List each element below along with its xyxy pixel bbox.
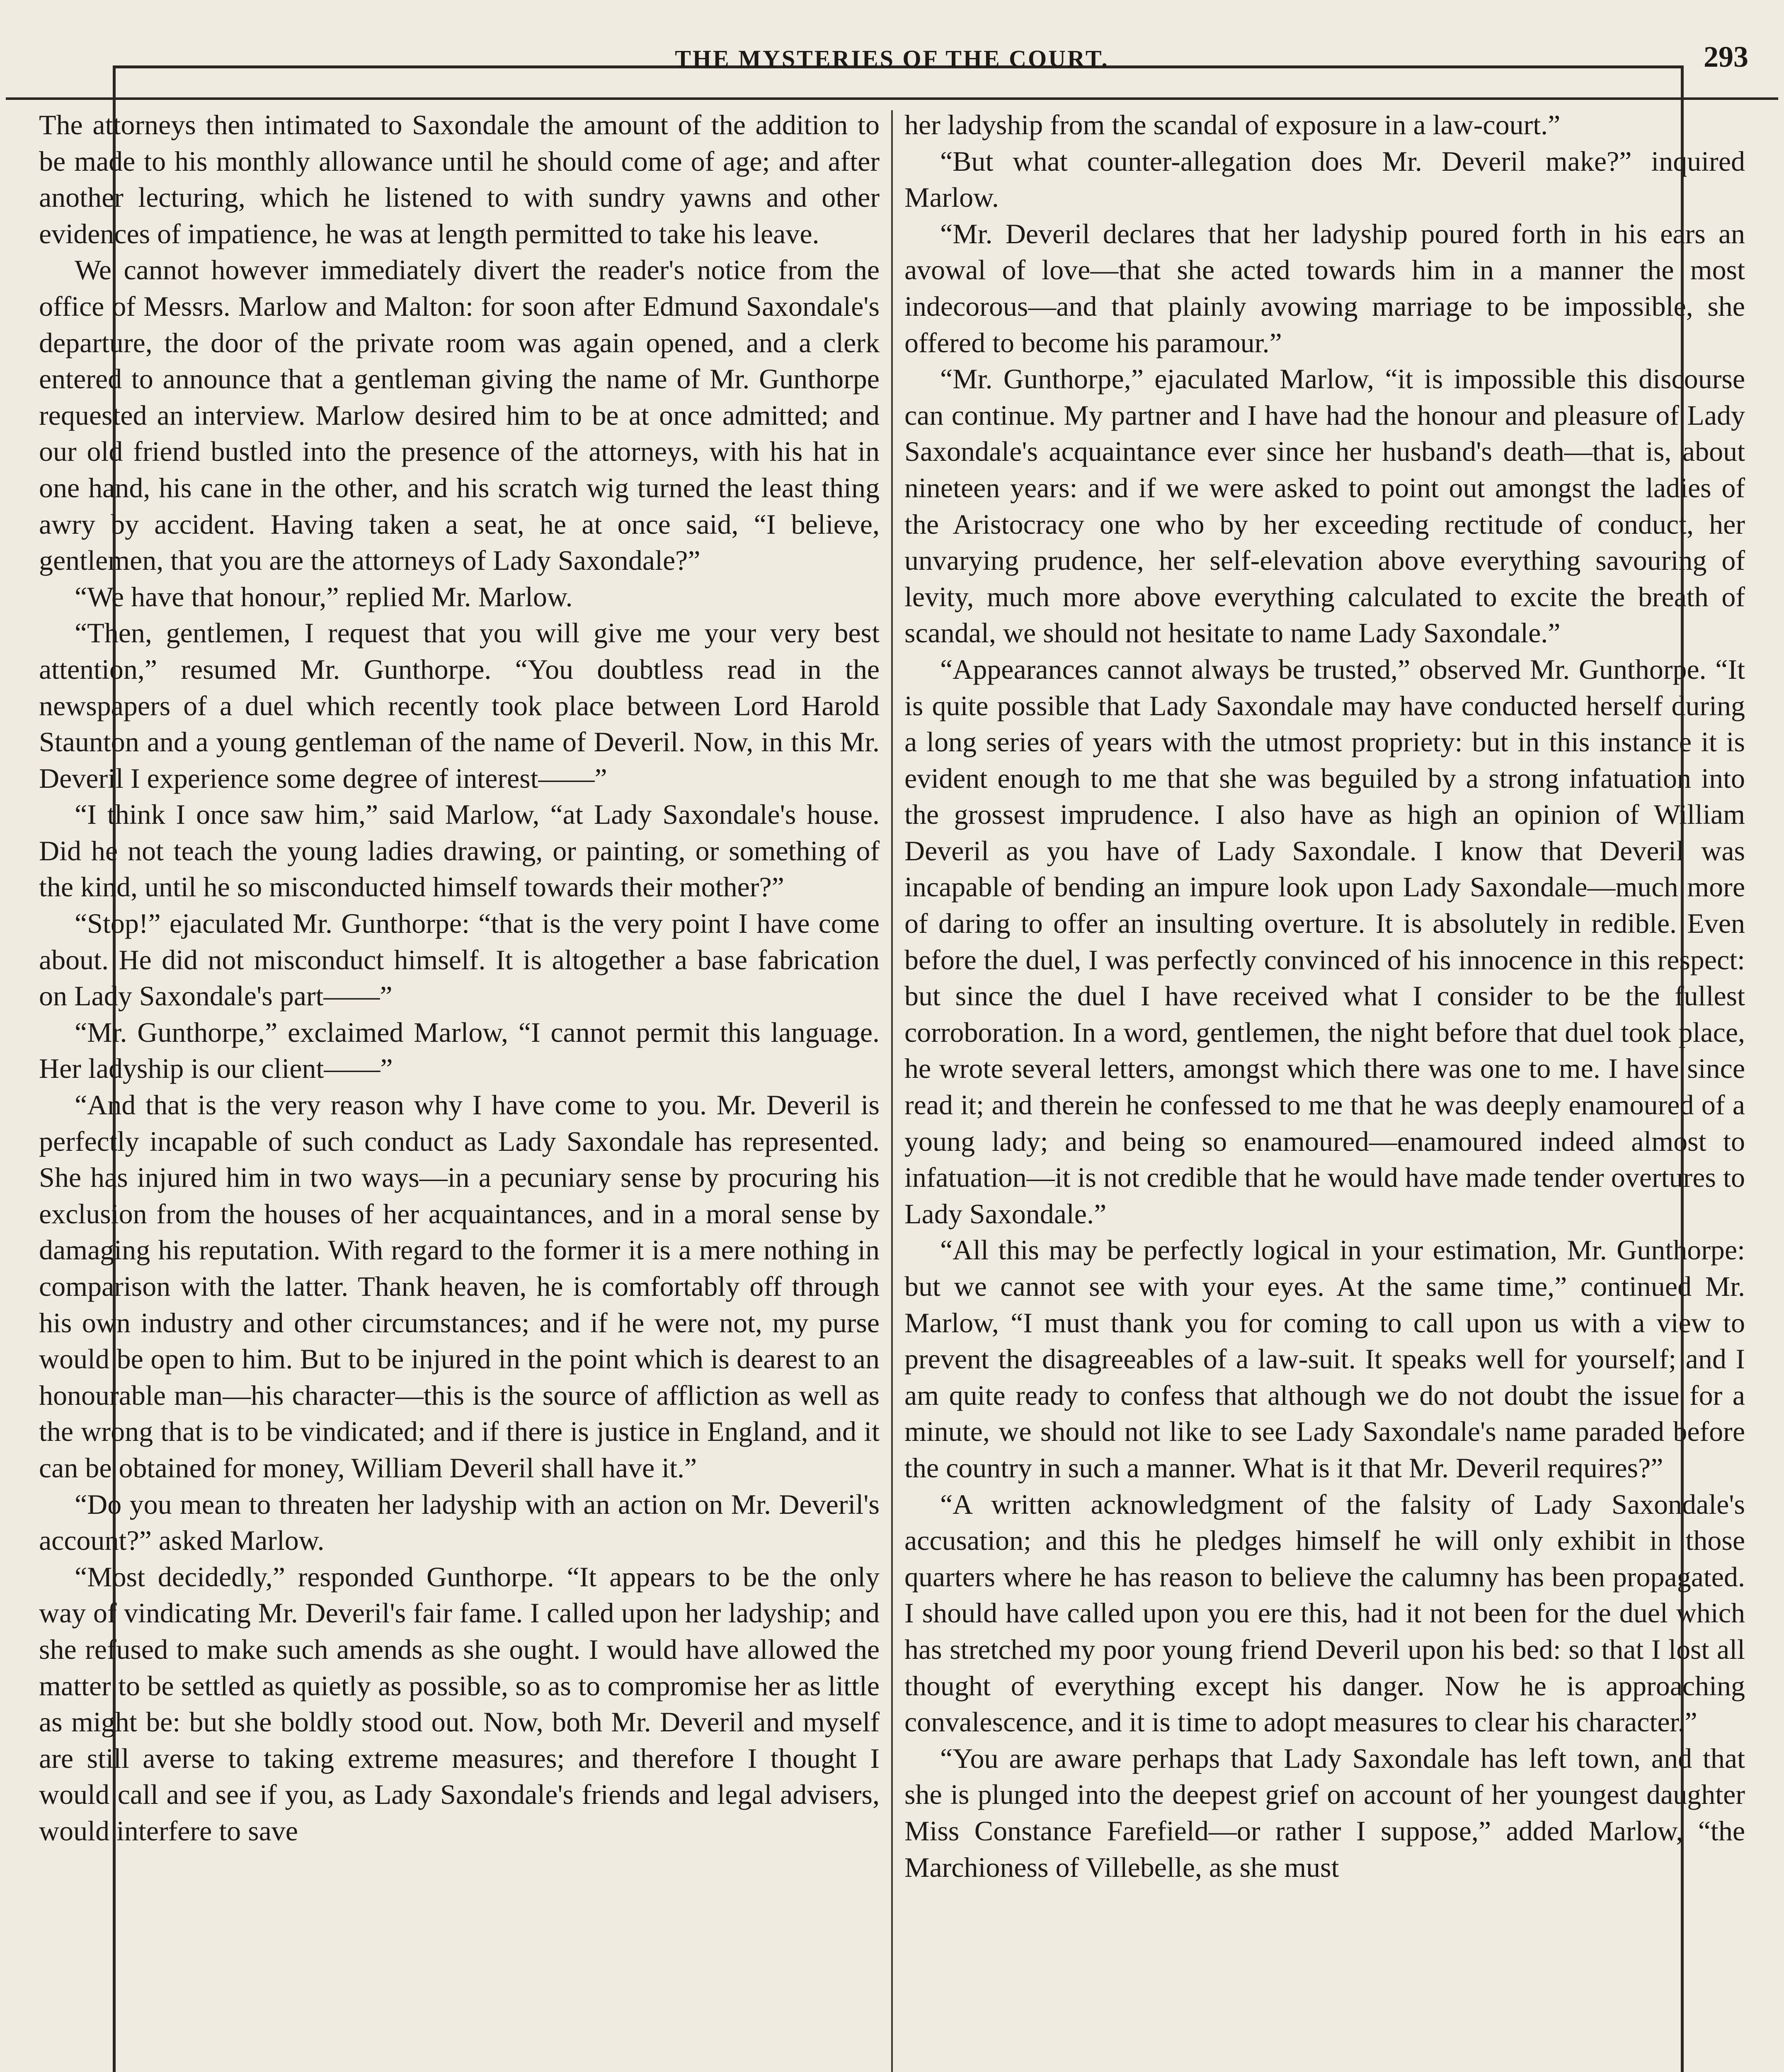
- paragraph: her ladyship from the scandal of exposure in a law-court.”: [904, 109, 1561, 140]
- paragraph: “Mr. Gunthorpe,” exclaimed Marlow, “I cannot permit this language. Her ladyship is our client——”: [39, 1016, 880, 1084]
- paragraph: “Then, gentlemen, I request that you will give me your very best attention,” resumed Mr. Gunthorpe. “You doubtless read in the newspapers of a duel which recently took place between Lord Harold Staunton and a young gentleman of the name of Deveril. Now, in this Mr. Deveril I experience some degree of interest——”: [39, 617, 880, 794]
- paragraph: “I think I once saw him,” said Marlow, “at Lady Saxondale's house. Did he not teach the young ladies drawing, or painting, or something of the kind, until he so misconducted himself towards their mother?”: [39, 799, 880, 903]
- running-title: THE MYSTERIES OF THE COURT.: [675, 45, 1109, 72]
- paragraph: “We have that honour,” replied Mr. Marlow.: [75, 581, 573, 612]
- paragraph: “Stop!” ejaculated Mr. Gunthorpe: “that is the very point I have come about. He did not misconduct himself. It is altogether a base fabrication on Lady Saxondale's part——”: [39, 908, 880, 1012]
- text-columns: [27, 107, 1757, 2072]
- page-number: 293: [1704, 40, 1748, 73]
- paragraph: “Do you mean to threaten her ladyship with an action on Mr. Deveril's account?” asked Marlow.: [39, 1488, 880, 1556]
- paragraph: “Appearances cannot always be trusted,” observed Mr. Gunthorpe. “It is quite possible that Lady Saxondale may have conducted herself during a long series of years with the utmost propriety: but in this instance it is evident enough to me that she was beguiled by a strong infatuation into the grossest imprudence. I also have as high an opinion of William Deveril as you have of Lady Saxondale. I know that Deveril was incapable of bending an impure look upon Lady Saxondale—much more of daring to offer an insulting overture. It is absolutely in redible. Even before the duel, I was perfectly convinced of his innocence in this respect: but since the duel I have received what I consider to be the fullest corroboration. In a word, gentlemen, the night before that duel took place, he wrote several letters, amongst which there was one to me. I have since read it; and therein he confessed to me that he was deeply enamoured of a young lady; and being so enamoured—enamoured indeed almost to infatuation—it is not credible that he would have made tender overtures to Lady Saxondale.”: [904, 653, 1745, 1230]
- paragraph: The attorneys then intimated to Saxondale the amount of the addition to be made to his monthly allowance until he should come of age; and after another lecturing, which he listened to with sundry yawns and other evidences of impatience, he was at length permitted to take his leave.: [39, 109, 880, 249]
- paragraph: “But what counter-allegation does Mr. Deveril make?” inquired Marlow.: [904, 145, 1745, 213]
- header-rule: [6, 97, 1778, 100]
- paragraph: “All this may be perfectly logical in your estimation, Mr. Gunthorpe: but we cannot see with your eyes. At the same time,” continued Mr. Marlow, “I must thank you for coming to call upon us with a view to prevent the disagreeables of a law-suit. It speaks well for yourself; and I am quite ready to confess that although we do not doubt the issue for a minute, we should not like to see Lady Saxondale's name paraded before the country in such a manner. What is it that Mr. Deveril requires?”: [904, 1234, 1745, 1484]
- paragraph: “Most decidedly,” responded Gunthorpe. “It appears to be the only way of vindicating Mr. Deveril's fair fame. I called upon her ladyship; and she refused to make such amends as she ought. I would have allowed the matter to be settled as quietly as possible, so as to compromise her as little as might be: but she boldly stood out. Now, both Mr. Deveril and myself are still averse to taking extreme measures; and therefore I thought I would call and see if you, as Lady Saxondale's friends and legal advisers, would interfere to save: [39, 1561, 880, 1847]
- right-column: [893, 107, 1757, 2072]
- page-header: [0, 40, 1784, 94]
- paragraph: We cannot however immediately divert the reader's notice from the office of Messrs. Marlow and Malton: for soon after Edmund Saxondale's departure, the door of the private room was again opened, and a clerk entered to announce that a gentleman giving the name of Mr. Gunthorpe requested an interview. Marlow desired him to be at once admitted; and our old friend bustled into the presence of the attorneys, with his hat in one hand, his cane in the other, and his scratch wig turned the least thing awry by accident. Having taken a seat, he at once said, “I believe, gentlemen, that you are the attorneys of Lady Saxondale?”: [39, 254, 880, 576]
- paragraph: “Mr. Deveril declares that her ladyship poured forth in his ears an avowal of love—that she acted towards him in a manner the most indecorous—and that plainly avowing marriage to be impossible, she offered to become his paramour.”: [904, 218, 1745, 358]
- paragraph: “And that is the very reason why I have come to you. Mr. Deveril is perfectly incapable of such conduct as Lady Saxondale has represented. She has injured him in two ways—in a pecuniary sense by procuring his exclusion from the houses of her acquaintances, and in a moral sense by damaging his reputation. With regard to the former it is a mere nothing in comparison with the latter. Thank heaven, he is comfortably off through his own industry and other circumstances; and if he were not, my purse would be open to him. But to be injured in the point which is dearest to an honourable man—his character—this is the source of affliction as well as the wrong that is to be vindicated; and if there is justice in England, and it can be obtained for money, William Deveril shall have it.”: [39, 1089, 880, 1484]
- paragraph: “Mr. Gunthorpe,” ejaculated Marlow, “it is impossible this discourse can continue. My partner and I have had the honour and pleasure of Lady Saxondale's acquaintance ever since her husband's death—that is, about nineteen years: and if we were asked to point out amongst the ladies of the Aristocracy one who by her exceeding rectitude of conduct, her unvarying prudence, her self-elevation above everything savouring of levity, much more above everything calculated to excite the breath of scandal, we should not hesitate to name Lady Saxondale.”: [904, 363, 1745, 649]
- paragraph: “A written acknowledgment of the falsity of Lady Saxondale's accusation; and this he pledges himself he will only exhibit in those quarters where he has reason to believe the calumny has been propagated. I should have called upon you ere this, had it not been for the duel which has stretched my poor young friend Deveril upon his bed: so that I lost all thought of everything except his danger. Now he is approaching convalescence, and it is time to adopt measures to clear his character.”: [904, 1488, 1745, 1738]
- left-column: [27, 107, 891, 2072]
- paragraph: “You are aware perhaps that Lady Saxondale has left town, and that she is plunged into the deepest grief on account of her youngest daughter Miss Constance Farefield—or rather I suppose,” added Marlow, “the Marchioness of Villebelle, as she must: [904, 1742, 1745, 1883]
